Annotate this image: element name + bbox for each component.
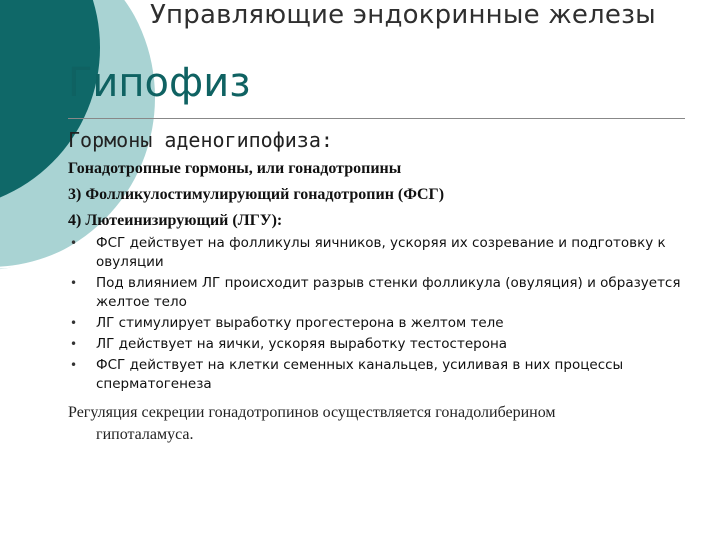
bullet-icon: • [70, 276, 78, 290]
title-divider [68, 118, 685, 119]
regulation-line-1: Регуляция секреции гонадотропинов осуществляется гонадолиберином [68, 404, 556, 421]
regulation-line-2: гипоталамуса. [96, 426, 194, 443]
list-item-text: ЛГ стимулирует выработку прогестерона в желтом теле [96, 315, 504, 331]
bullet-icon: • [70, 316, 78, 330]
list-item [68, 335, 693, 354]
hormone-item-3: 3) Фолликулостимулирующий гонадотропин (ФСГ) [68, 186, 445, 203]
bullet-icon: • [70, 358, 78, 372]
hormone-item-4: 4) Лютеинизирующий (ЛГУ): [68, 212, 283, 229]
intro-line: Гонадотропные гормоны, или гонадотропины [68, 160, 402, 177]
list-item [68, 314, 693, 333]
subheading: Гормоны аденогипофиза: [68, 128, 333, 152]
list-item [68, 356, 693, 394]
list-item [68, 234, 693, 272]
bullet-icon: • [70, 337, 78, 351]
list-item-text: Под влиянием ЛГ происходит разрыв стенки фолликула (овуляция) и образуется желтое тело [96, 275, 681, 310]
list-item [68, 274, 693, 312]
bullet-icon: • [70, 236, 78, 250]
bullet-list [68, 234, 693, 394]
regulation-note [68, 402, 693, 446]
slide-content [68, 128, 693, 446]
slide-header: Управляющие эндокринные железы [150, 0, 656, 30]
list-item-text: ЛГ действует на яички, ускоряя выработку тестостерона [96, 336, 508, 352]
page-title: Гипофиз [68, 60, 251, 106]
list-item-text: ФСГ действует на клетки семенных канальцев, усиливая в них процессы сперматогенеза [96, 357, 624, 392]
list-item-text: ФСГ действует на фолликулы яичников, ускоряя их созревание и подготовку к овуляции [96, 235, 666, 270]
